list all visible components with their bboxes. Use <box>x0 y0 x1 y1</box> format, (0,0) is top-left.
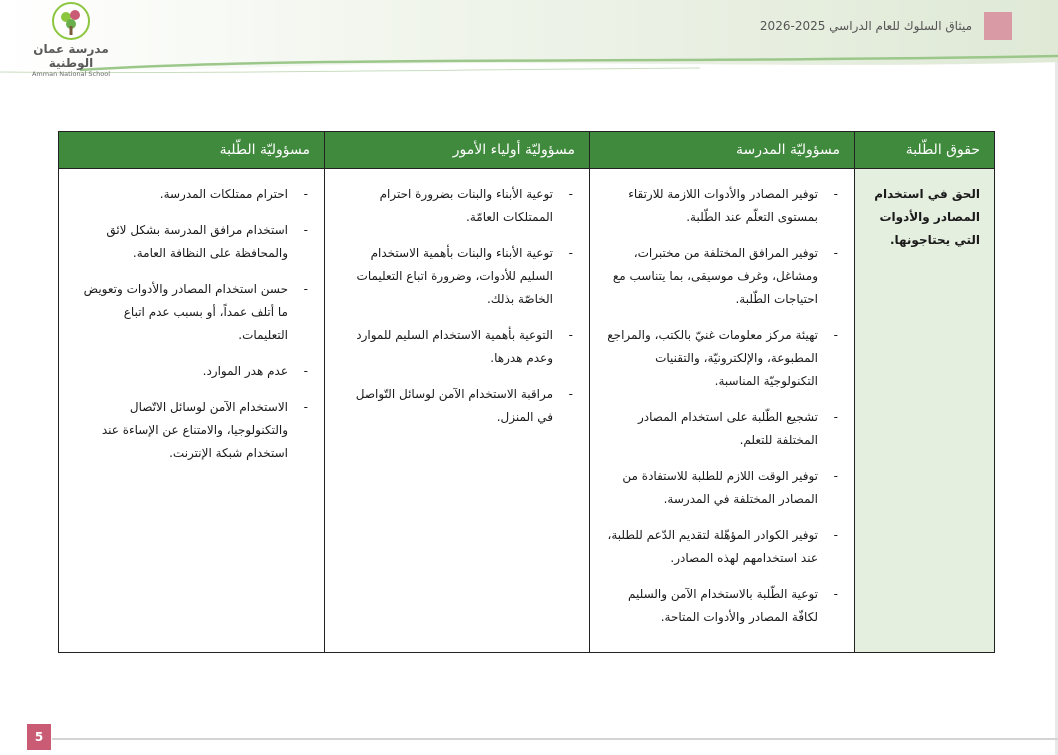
header-wave <box>0 0 1058 90</box>
header-students-responsibility: مسؤوليّة الطّلبة <box>59 132 325 169</box>
school-cell <box>590 169 855 653</box>
header-school-responsibility: مسؤوليّة المدرسة <box>590 132 855 169</box>
list-item: - استخدام مرافق المدرسة بشكل لائق والمحافظة على النظافة العامة. <box>73 219 310 265</box>
list-item: - توعية الأبناء والبنات بأهمية الاستخدام السليم للأدوات، وضرورة اتباع التعليمات الخاصّة بذلك. <box>339 242 575 311</box>
list-item: - مراقبة الاستخدام الآمن لوسائل التّواصل في المنزل. <box>339 383 575 429</box>
logo-text-ar: مدرسة عمان الوطنية <box>33 42 109 70</box>
rights-cell: الحق في استخدام المصادر والأدوات التي يحتاجونها. <box>855 169 995 653</box>
list-item: - توعية الأبناء والبنات بضرورة احترام الممتلكات العامّة. <box>339 183 575 229</box>
header-accent-block <box>984 12 1012 40</box>
list-item: - توفير المرافق المختلفة من مختبرات، ومشاغل، وغرف موسيقى، بما يتناسب مع احتياجات الطّلبة. <box>604 242 840 311</box>
list-item: - احترام ممتلكات المدرسة. <box>73 183 310 206</box>
charter-table <box>58 131 995 653</box>
parents-cell <box>325 169 590 653</box>
list-item: - تشجيع الطّلبة على استخدام المصادر المختلفة للتعلم. <box>604 406 840 452</box>
list-item: - حسن استخدام المصادر والأدوات وتعويض ما أتلف عمداً، أو بسبب عدم اتباع التعليمات. <box>73 278 310 347</box>
page-number: 5 <box>27 724 51 750</box>
document-title: ميثاق السلوك للعام الدراسي 2025-2026 <box>759 19 972 33</box>
header-student-rights: حقوق الطّلبة <box>855 132 995 169</box>
list-item: - توفير الكوادر المؤهّلة لتقديم الدّعم للطلبة، عند استخدامهم لهذه المصادر. <box>604 524 840 570</box>
list-item: - توفير الوقت اللازم للطلبة للاستفادة من المصادر المختلفة في المدرسة. <box>604 465 840 511</box>
list-item: - عدم هدر الموارد. <box>73 360 310 383</box>
students-cell <box>59 169 325 653</box>
list-item: - الاستخدام الآمن لوسائل الاتّصال والتكنولوجيا، والامتناع عن الإساءة عند استخدام شبكة الإنترنت. <box>73 396 310 465</box>
footer-divider <box>52 738 1058 740</box>
header-parents-responsibility: مسؤوليّة أولياء الأمور <box>325 132 590 169</box>
list-item: - التوعية بأهمية الاستخدام السليم للموارد وعدم هدرها. <box>339 324 575 370</box>
school-logo <box>16 2 126 78</box>
list-item: - توفير المصادر والأدوات اللازمة للارتقاء بمستوى التعلّم عند الطّلبة. <box>604 183 840 229</box>
table-row <box>59 169 995 653</box>
list-item: - توعية الطّلبة بالاستخدام الآمن والسليم لكافّة المصادر والأدوات المتاحة. <box>604 583 840 629</box>
table-header-row <box>59 132 995 169</box>
logo-text-en: Amman National School <box>31 70 110 78</box>
list-item: - تهيئة مركز معلومات غنيّ بالكتب، والمراجع المطبوعة، والإلكترونيّة، والتقنيات التكنولوجيّة المناسبة. <box>604 324 840 393</box>
logo-emblem-icon <box>52 2 90 40</box>
